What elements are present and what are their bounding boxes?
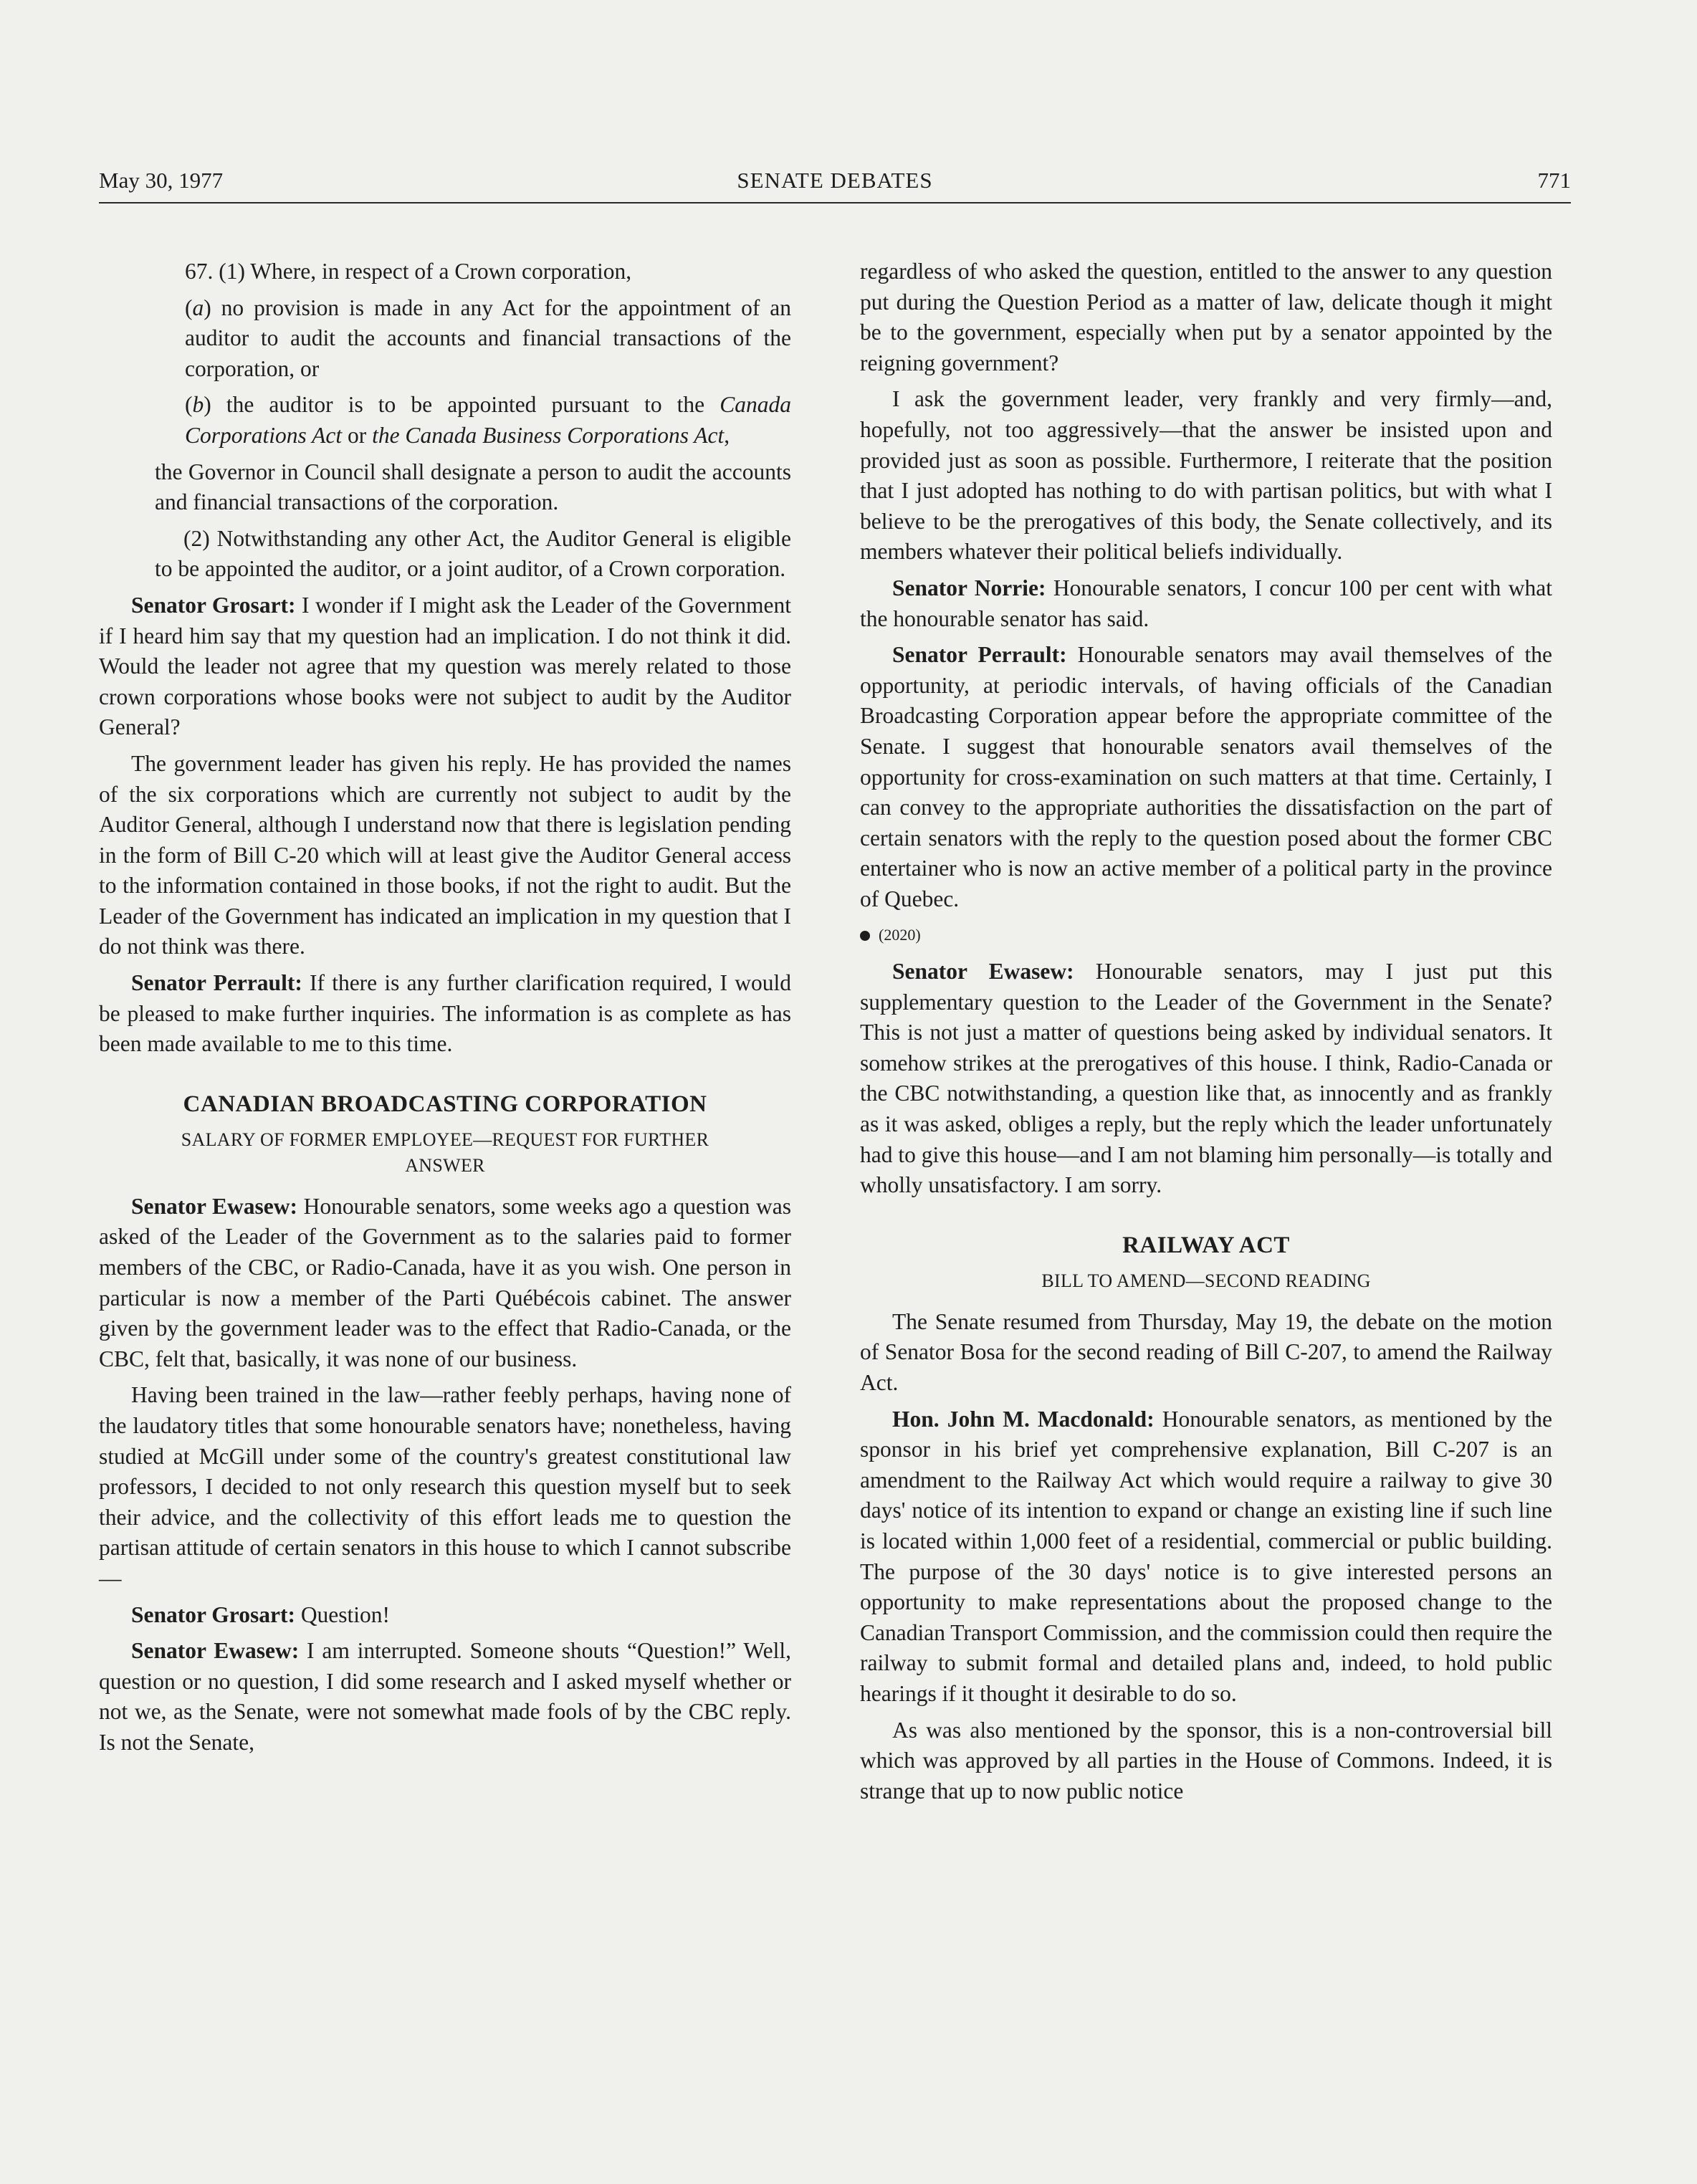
section-title-railway: RAILWAY ACT xyxy=(1122,1232,1290,1258)
paragraph-ewasew-3-continued: regardless of who asked the question, entitled to the answer to any question put during the Question Period as a matter of law, delicate though it might be to the government, especially when put by a senator appointed by the reigning government? xyxy=(860,259,1552,375)
paragraph-ewasew-5: Senator Ewasew: Honourable senators, may I just put this supplementary question to the Leader of the Government in the Senate? This is not just a matter of questions being asked by individual senators. It somehow strikes at the prerogatives of this house. I think, Radio-Canada or the CBC notwithstanding, a question like that, as innocently and as frankly as it was asked, obliges a reply, but the reply which the leader unfortunately had to give this house—and I am not blaming him personally—is totally and wholly unsatisfactory. I am sorry. xyxy=(860,959,1552,1198)
header-title: SENATE DEBATES xyxy=(737,168,933,193)
paragraph-macdonald-2: As was also mentioned by the sponsor, this is a non-controversial bill which was approved by all parties in the House of Commons. Indeed, it is strange that up to now public notice xyxy=(860,1717,1552,1804)
quoted-subsection-2: (2) Notwithstanding any other Act, the Auditor General is eligible to be appointed the auditor, or a joint auditor, of a Crown corporation. xyxy=(155,525,791,582)
paragraph-grosart-3: Senator Grosart: Question! xyxy=(131,1601,391,1627)
paragraph-macdonald-1: Hon. John M. Macdonald: Honourable senators, as mentioned by the sponsor in his brief yet comprehensive explanation, Bill C-207 is an amendment to the Railway Act which would require a railway to give 30 days' notice of its intention to expand or change an existing line if such line is located within 1,000 feet of a residential, commercial or public building. The purpose of the 30 days' notice is to give interested persons an opportunity to make representations about the proposed change to the Canadian Transport Commission, and the commission could then require the railway to submit formal and detailed plans and, indeed, to hold public hearings if it thought it desirable to do so. xyxy=(860,1406,1552,1706)
left-column xyxy=(99,257,791,1764)
quoted-clause-a: (a) no provision is made in any Act for the appointment of an auditor to audit the accounts and financial transactions of the corporation, or xyxy=(185,294,791,381)
quoted-section-67: 67. (1) Where, in respect of a Crown corporation, xyxy=(185,259,632,284)
paragraph-ewasew-4: I ask the government leader, very frankly and very firmly—and, hopefully, not too aggressively—that the answer be insisted upon and provided just as soon as possible. Furthermore, I reiterate that the position that I just adopted has nothing to do with partisan politics, but with what I believe to be the prerogatives of this body, the Senate collectively, and its members whatever their political beliefs individually. xyxy=(860,386,1552,565)
speaker-name: Senator Norrie: xyxy=(892,575,1046,600)
speaker-name: Senator Ewasew: xyxy=(892,959,1074,985)
page-header xyxy=(99,165,1571,203)
speaker-name: Senator Perrault: xyxy=(131,970,302,996)
paragraph-norrie: Senator Norrie: Honourable senators, I concur 100 per cent with what the honourable senator has said. xyxy=(860,575,1552,631)
paragraph-senate-resumed: The Senate resumed from Thursday, May 19, the debate on the motion of Senator Bosa for the second reading of Bill C-207, to amend the Railway Act. xyxy=(860,1308,1552,1395)
quoted-continuation: the Governor in Council shall designate a person to audit the accounts and financial transactions of the corporation. xyxy=(155,459,791,515)
time-marker: (2020) xyxy=(860,920,1552,951)
speaker-name: Senator Grosart: xyxy=(131,1601,295,1627)
bullet-icon xyxy=(860,931,870,941)
speaker-name: Senator Grosart: xyxy=(131,592,296,618)
paragraph-ewasew-2: Having been trained in the law—rather feebly perhaps, having none of the laudatory titles that some honourable senators have; nonetheless, having studied at McGill under some of the country's greatest constitutional law professors, I decided to not only research this question myself but to seek their advice, and the collectivity of this effort leads me to question the partisan attitude of certain senators in this house to which I cannot subscribe— xyxy=(99,1382,791,1591)
speaker-name: Senator Ewasew: xyxy=(131,1638,300,1664)
section-title-cbc: CANADIAN BROADCASTING CORPORATION xyxy=(183,1091,707,1117)
page-number: 771 xyxy=(1537,168,1571,193)
quoted-clause-b: (b) the auditor is to be appointed pursuant to the Canada Corporations Act or the Canada Business Corporations Act, xyxy=(185,392,791,448)
paragraph-grosart-2: The government leader has given his reply. He has provided the names of the six corporations which are currently not subject to audit by the Auditor General, although I understand now that there is legislation pending in the form of Bill C-20 which will at least give the Auditor General access to the information contained in those books, if not the right to audit. But the Leader of the Government has indicated an implication in my question that I do not think was there. xyxy=(99,750,791,959)
paragraph-ewasew-1: Senator Ewasew: Honourable senators, some weeks ago a question was asked of the Leader of the Government as to the salaries paid to former members of the CBC, or Radio-Canada, have it as you wish. One person in particular is now a member of the Parti Québécois cabinet. The answer given by the government leader was to the effect that Radio-Canada, or the CBC, felt that, basically, it was none of our business. xyxy=(99,1193,791,1371)
speaker-name: Hon. John M. Macdonald: xyxy=(892,1406,1155,1432)
section-subtitle-railway: BILL TO AMEND—SECOND READING xyxy=(1041,1270,1371,1291)
header-date: May 30, 1977 xyxy=(99,168,224,193)
paragraph-perrault-2: Senator Perrault: Honourable senators may avail themselves of the opportunity, at periodic intervals, of having officials of the Canadian Broadcasting Corporation appear before the appropriate committee of the Senate. I suggest that honourable senators avail themselves of the opportunity for cross-examination on such matters at that time. Certainly, I can convey to the appropriate authorities the dissatisfaction on the part of certain senators with the reply to the question posed about the former CBC entertainer who is now an active member of a political party in the province of Quebec. xyxy=(860,642,1553,911)
section-subtitle-cbc: SALARY OF FORMER EMPLOYEE—REQUEST FOR FURTHER ANSWER xyxy=(181,1129,709,1176)
right-column xyxy=(860,257,1552,1812)
speaker-name: Senator Ewasew: xyxy=(131,1193,298,1219)
paragraph-grosart-1: Senator Grosart: I wonder if I might ask the Leader of the Government if I heard him say that my question had an implication. I do not think it did. Would the leader not agree that my question was merely related to those crown corporations whose books were not subject to audit by the Auditor General? xyxy=(99,592,791,740)
paragraph-ewasew-3: Senator Ewasew: I am interrupted. Someone shouts “Question!” Well, question or no question, I did some research and I asked myself whether or not we, as the Senate, were not somewhat made fools of by the CBC reply. Is not the Senate, xyxy=(99,1638,791,1755)
speaker-name: Senator Perrault: xyxy=(892,642,1067,668)
paragraph-perrault-1: Senator Perrault: If there is any further clarification required, I would be pleased to make further inquiries. The information is as complete as has been made available to me to this time. xyxy=(99,970,791,1057)
